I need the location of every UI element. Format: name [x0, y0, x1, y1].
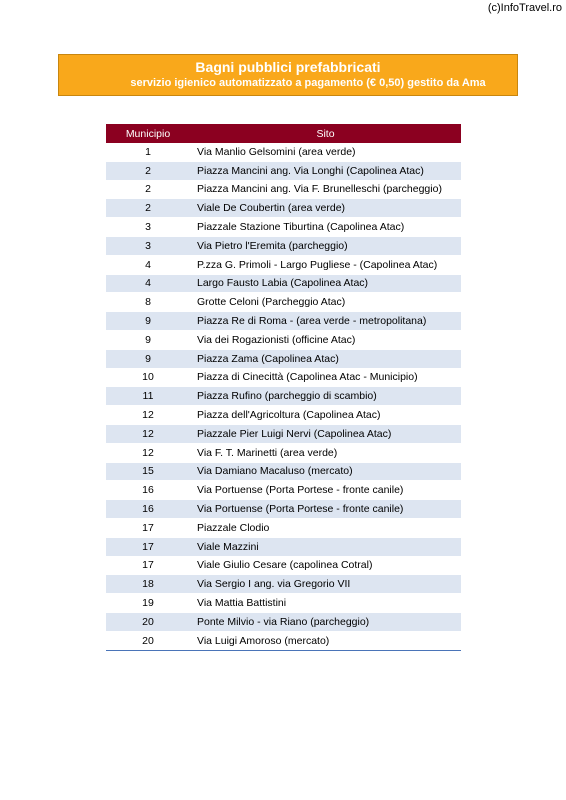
municipio-cell: 2: [106, 180, 190, 199]
municipio-cell: 20: [106, 631, 190, 650]
sito-cell: Via Luigi Amoroso (mercato): [190, 631, 461, 650]
table-row: [106, 612, 461, 631]
title-banner: [58, 54, 518, 96]
municipio-cell: 3: [106, 236, 190, 255]
sito-cell: Piazza Re di Roma - (area verde - metropolitana): [190, 312, 461, 331]
table-row: [106, 368, 461, 387]
municipio-cell: 2: [106, 199, 190, 218]
table-row: [106, 349, 461, 368]
sito-cell: Via F. T. Marinetti (area verde): [190, 443, 461, 462]
table-row: [106, 161, 461, 180]
sito-cell: Piazza Mancini ang. Via F. Brunelleschi (parcheggio): [190, 180, 461, 199]
municipio-cell: 18: [106, 575, 190, 594]
municipio-cell: 15: [106, 462, 190, 481]
table-row: [106, 556, 461, 575]
table-row: [106, 330, 461, 349]
sito-cell: Via Damiano Macaluso (mercato): [190, 462, 461, 481]
municipio-cell: 17: [106, 518, 190, 537]
sito-cell: Via Sergio I ang. via Gregorio VII: [190, 575, 461, 594]
municipio-cell: 16: [106, 481, 190, 500]
sito-cell: Piazza dell'Agricoltura (Capolinea Atac): [190, 406, 461, 425]
sito-cell: Via Manlio Gelsomini (area verde): [190, 143, 461, 161]
municipio-cell: 16: [106, 500, 190, 519]
municipio-cell: 20: [106, 612, 190, 631]
table-row: [106, 293, 461, 312]
page-title: Bagni pubblici prefabbricati: [195, 59, 381, 75]
table-row: [106, 462, 461, 481]
municipio-cell: 11: [106, 387, 190, 406]
table-header: [106, 124, 461, 143]
sito-cell: Piazza di Cinecittà (Capolinea Atac - Municipio): [190, 368, 461, 387]
sito-cell: Viale De Coubertin (area verde): [190, 199, 461, 218]
table-row: [106, 218, 461, 237]
sito-cell: Via dei Rogazionisti (officine Atac): [190, 330, 461, 349]
municipio-cell: 3: [106, 218, 190, 237]
table-row: [106, 274, 461, 293]
municipio-cell: 1: [106, 143, 190, 161]
municipio-cell: 19: [106, 594, 190, 613]
municipio-cell: 12: [106, 406, 190, 425]
sito-cell: Piazzale Stazione Tiburtina (Capolinea Atac): [190, 218, 461, 237]
sito-cell: Ponte Milvio - via Riano (parcheggio): [190, 612, 461, 631]
toilets-table: [106, 124, 461, 651]
table-row: [106, 537, 461, 556]
sito-cell: Grotte Celoni (Parcheggio Atac): [190, 293, 461, 312]
table-header-row: [106, 124, 461, 143]
municipio-cell: 9: [106, 312, 190, 331]
table-row: [106, 594, 461, 613]
sito-cell: Via Portuense (Porta Portese - fronte canile): [190, 481, 461, 500]
municipio-cell: 17: [106, 537, 190, 556]
sito-cell: Piazzale Clodio: [190, 518, 461, 537]
sito-cell: Via Pietro l'Eremita (parcheggio): [190, 236, 461, 255]
table-row: [106, 443, 461, 462]
table-row: [106, 180, 461, 199]
table-row: [106, 312, 461, 331]
sito-cell: Viale Giulio Cesare (capolinea Cotral): [190, 556, 461, 575]
sito-cell: Piazzale Pier Luigi Nervi (Capolinea Atac): [190, 424, 461, 443]
table-row: [106, 199, 461, 218]
sito-cell: Largo Fausto Labia (Capolinea Atac): [190, 274, 461, 293]
table-row: [106, 255, 461, 274]
municipio-cell: 2: [106, 161, 190, 180]
sito-cell: Via Mattia Battistini: [190, 594, 461, 613]
municipio-cell: 4: [106, 274, 190, 293]
sito-cell: Via Portuense (Porta Portese - fronte canile): [190, 500, 461, 519]
table-body: [106, 143, 461, 650]
sito-cell: P.zza G. Primoli - Largo Pugliese - (Capolinea Atac): [190, 255, 461, 274]
table-row: [106, 575, 461, 594]
sito-cell: Piazza Zama (Capolinea Atac): [190, 349, 461, 368]
table-row: [106, 518, 461, 537]
table-row: [106, 481, 461, 500]
municipio-cell: 8: [106, 293, 190, 312]
watermark: (c)InfoTravel.ro: [487, 2, 562, 14]
sito-cell: Piazza Rufino (parcheggio di scambio): [190, 387, 461, 406]
sito-cell: Viale Mazzini: [190, 537, 461, 556]
table-row: [106, 236, 461, 255]
municipio-cell: 10: [106, 368, 190, 387]
municipio-cell: 12: [106, 443, 190, 462]
municipio-cell: 9: [106, 330, 190, 349]
page-subtitle: servizio igienico automatizzato a pagamento (€ 0,50) gestito da Ama: [130, 77, 486, 89]
table-row: [106, 500, 461, 519]
table-row: [106, 631, 461, 650]
municipio-cell: 4: [106, 255, 190, 274]
column-header-sito: Sito: [190, 124, 461, 143]
table-row: [106, 143, 461, 161]
sito-cell: Piazza Mancini ang. Via Longhi (Capolinea Atac): [190, 161, 461, 180]
column-header-municipio: Municipio: [106, 124, 190, 143]
table-row: [106, 387, 461, 406]
municipio-cell: 9: [106, 349, 190, 368]
municipio-cell: 17: [106, 556, 190, 575]
table-row: [106, 424, 461, 443]
municipio-cell: 12: [106, 424, 190, 443]
table-row: [106, 406, 461, 425]
